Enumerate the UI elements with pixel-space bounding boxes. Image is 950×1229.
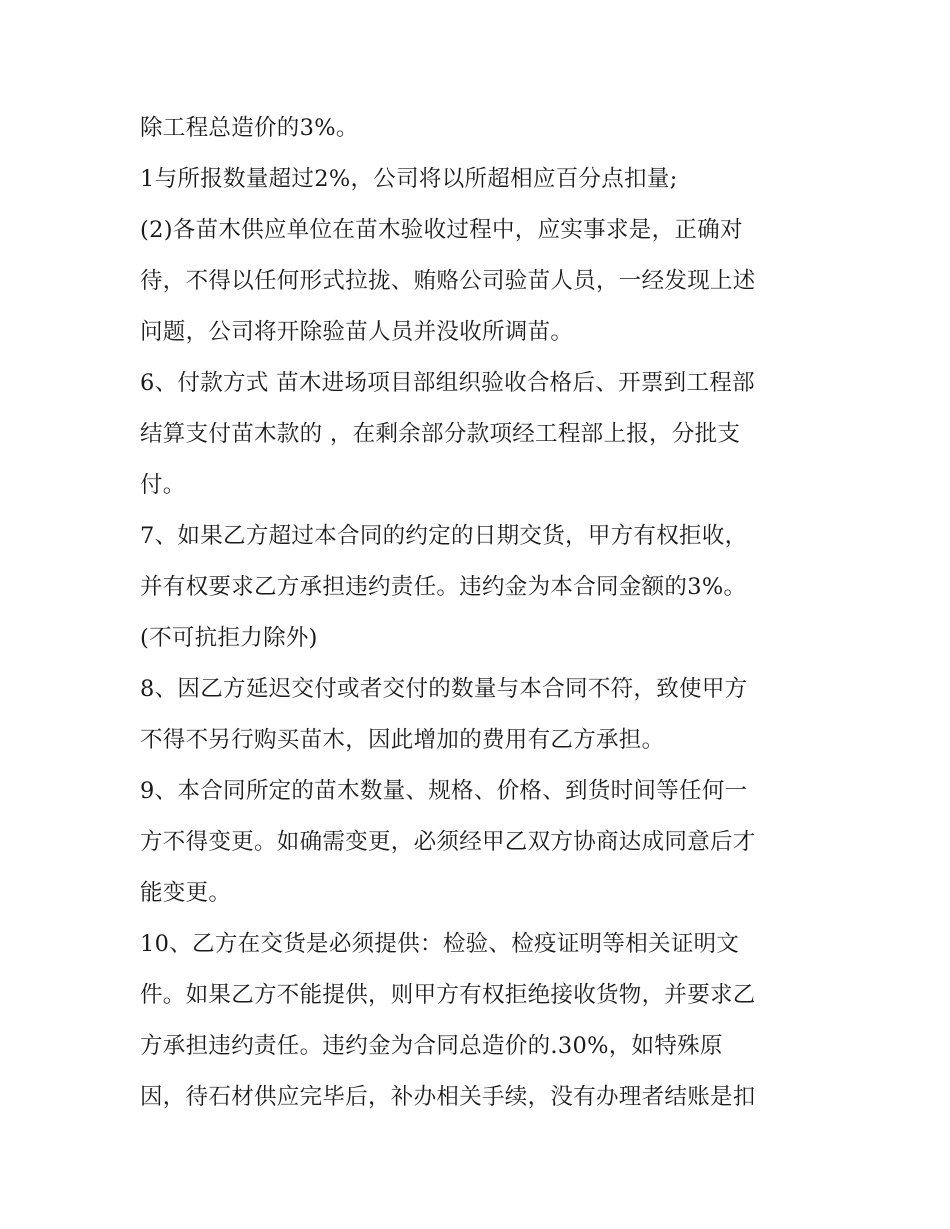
text-line: 并有权要求乙方承担违约责任。违约金为本合同金额的3%。 xyxy=(140,574,747,600)
text-line: 付。 xyxy=(140,472,186,498)
text-line: 件。如果乙方不能提供，则甲方有权拒绝接收货物，并要求乙 xyxy=(140,982,756,1008)
text-line: 能变更。 xyxy=(140,880,232,906)
text-line: 结算支付苗木款的 ，在剩余部分款项经工程部上报，分批支 xyxy=(140,421,741,447)
text-line: 10、乙方在交货是必须提供：检验、检疫证明等相关证明文 xyxy=(140,931,740,957)
text-line: 除工程总造价的3%。 xyxy=(140,115,359,141)
text-line: 7、如果乙方超过本合同的约定的日期交货，甲方有权拒收， xyxy=(140,523,748,549)
text-line: 方不得变更。如确需变更，必须经甲乙双方协商达成同意后才 xyxy=(140,829,756,855)
text-line: 9、本合同所定的苗木数量、规格、价格、到货时间等任何一 xyxy=(140,778,748,804)
text-line: 8、因乙方延迟交付或者交付的数量与本合同不符，致使甲方 xyxy=(140,676,748,702)
text-line: (2)各苗木供应单位在苗木验收过程中，应实事求是，正确对 xyxy=(140,217,743,243)
text-line: 6、付款方式 苗木进场项目部组织验收合格后、开票到工程部 xyxy=(140,370,755,396)
text-line: 1与所报数量超过2%，公司将以所超相应百分点扣量; xyxy=(140,166,678,192)
text-line: 因，待石材供应完毕后，补办相关手续，没有办理者结账是扣 xyxy=(140,1084,756,1110)
text-line: 待，不得以任何形式拉拢、贿赂公司验苗人员，一经发现上述 xyxy=(140,268,756,294)
text-line: 问题，公司将开除验苗人员并没收所调苗。 xyxy=(140,319,574,345)
text-line: 不得不另行购买苗木，因此增加的费用有乙方承担。 xyxy=(140,727,665,753)
text-line: (不可抗拒力除外) xyxy=(140,625,318,651)
text-line: 方承担违约责任。违约金为合同总造价的.30%，如特殊原 xyxy=(140,1033,723,1059)
